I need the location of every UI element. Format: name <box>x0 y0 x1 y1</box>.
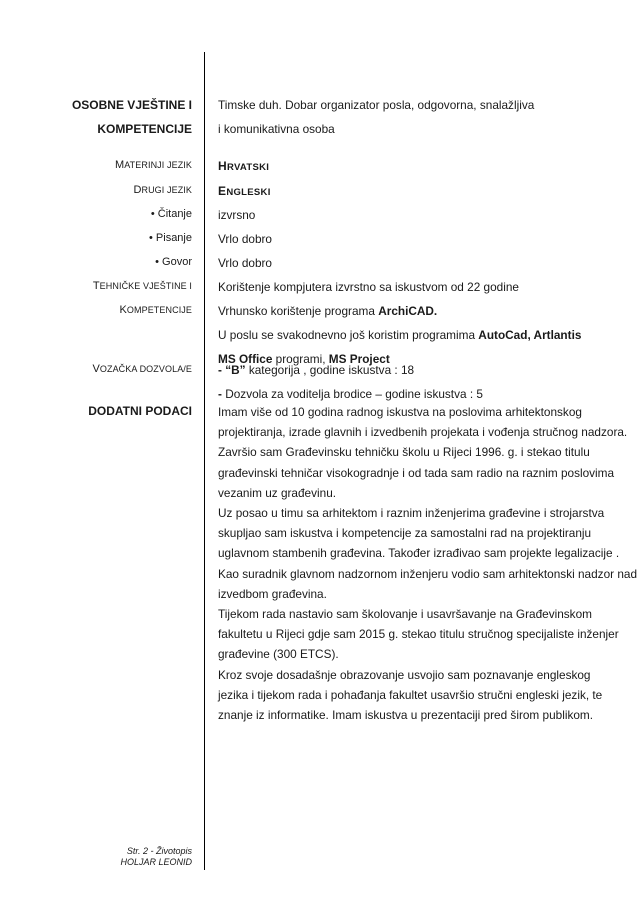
drugi-jezik-value: ENGLESKI <box>218 184 271 198</box>
footer-author-name: HOLJAR LEONID <box>120 857 192 867</box>
vozacka-label: VOZAČKA DOZVOLA/E <box>92 363 192 375</box>
vozacka-line1: - “B” kategorija , godine iskustva : 18 <box>218 363 415 377</box>
dodatni-line: fakultetu u Rijeci gdje sam 2015 g. stekao titulu stručnog specijaliste inženjer <box>218 627 619 642</box>
dodatni-podaci-label: DODATNI PODACI <box>88 404 192 418</box>
tehnicke-label-line1: TEHNIČKE VJEŠTINE I <box>92 280 192 292</box>
section-label-osobne-line2: KOMPETENCIJE <box>97 122 192 136</box>
materinji-jezik-value: HRVATSKI <box>218 159 270 173</box>
footer-page-label: Str. 2 - Životopis <box>126 846 192 856</box>
govor-label: • Govor <box>155 256 192 268</box>
dodatni-line: građevine (300 ETCS). <box>218 647 339 662</box>
dodatni-line: Imam više od 10 godina radnog iskustva na poslovima arhitektonskog <box>218 405 582 419</box>
dodatni-line: projektiranja, izrade glavnih i izvedbenih projekata i vođenja stručnog nadzora. <box>218 425 628 440</box>
osobne-value-line2: i komunikativna osoba <box>218 122 335 136</box>
pisanje-label: • Pisanje <box>149 232 192 244</box>
citanje-value: izvrsno <box>218 208 256 222</box>
citanje-label: • Čitanje <box>150 208 192 220</box>
dodatni-line: Tijekom rada nastavio sam školovanje i usavršavanje na Građevinskom <box>218 607 592 622</box>
page-footer <box>120 846 192 868</box>
govor-value: Vrlo dobro <box>218 256 272 270</box>
tehnicke-line1: Korištenje kompjutera izvrstno sa iskustvom od 22 godine <box>218 280 519 294</box>
dodatni-line: Uz posao u timu sa arhitektom i raznim inženjerima građevine i strojarstva <box>218 506 605 521</box>
pisanje-value: Vrlo dobro <box>218 232 272 246</box>
tehnicke-line4: MS Office programi, MS Project <box>218 352 390 366</box>
tehnicke-line2: Vrhunsko korištenje programa ArchiCAD. <box>218 304 438 318</box>
tehnicke-line3: U poslu se svakodnevno još koristim programima AutoCad, Artlantis <box>218 328 582 342</box>
dodatni-line: skupljao sam iskustva i kompetencije za samostalni rad na projektiranju <box>218 526 592 541</box>
dodatni-line: Završio sam Građevinsku tehničku školu u Rijeci 1996. g. i stekao titulu <box>218 445 590 460</box>
materinji-jezik-label: MATERINJI JEZIK <box>114 159 192 171</box>
osobne-value-line1: Timske duh. Dobar organizator posla, odgovorna, snalažljiva <box>218 98 535 112</box>
dodatni-line: Kao suradnik glavnom nadzornom inženjeru vodio sam arhitektonski nadzor nad <box>218 566 638 581</box>
column-divider <box>204 52 205 870</box>
section-label-osobne-line1: OSOBNE VJEŠTINE I <box>71 98 192 112</box>
dodatni-podaci-paragraph <box>218 402 638 725</box>
dodatni-line: jezika i tijekom rada i pohađanja fakultet usavršio stručni engleski jezik, te <box>218 687 603 702</box>
dodatni-line: izvedbom građevina. <box>218 586 327 601</box>
dodatni-line: Kroz svoje dosadašnje obrazovanje usvojio sam poznavanje engleskog <box>218 667 591 682</box>
dodatni-line: znanje iz informatike. Imam iskustva u prezentaciji pred širom publikom. <box>218 708 594 723</box>
drugi-jezik-label: DRUGI JEZIK <box>133 184 192 196</box>
vozacka-line2: - Dozvola za voditelja brodice – godine iskustva : 5 <box>218 387 483 401</box>
dodatni-line: uglavnom stambenih građevina. Također izrađivao sam projekte legalizacije . <box>218 546 620 561</box>
dodatni-line: vezanim uz građevinu. <box>218 485 337 500</box>
dodatni-line: građevinski tehničar visokogradnje i od tada sam radio na raznim poslovima <box>218 465 615 480</box>
tehnicke-label-line2: KOMPETENCIJE <box>119 304 192 316</box>
